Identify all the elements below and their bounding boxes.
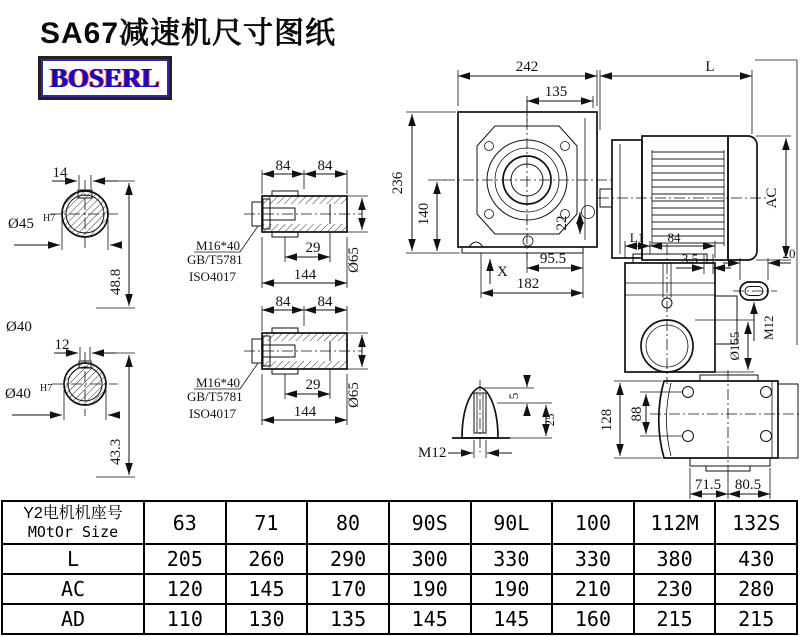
dim-key-len: 29 xyxy=(305,240,321,256)
dim-total-len: 144 xyxy=(293,267,317,283)
dim-l1: L1 xyxy=(629,230,645,245)
table-cell: 380 xyxy=(634,544,716,574)
bottom-view xyxy=(599,370,800,499)
table-cell: 210 xyxy=(552,574,634,604)
header-motor-size xyxy=(2,501,144,544)
column-header: 100 xyxy=(552,501,634,544)
table-row xyxy=(2,574,797,604)
label-bore-bottom: Ø40 xyxy=(5,386,31,402)
table-cell: 190 xyxy=(471,574,553,604)
table-cell: 330 xyxy=(471,544,553,574)
table-cell: 145 xyxy=(471,604,553,634)
dim-len-a: 84 xyxy=(275,158,291,174)
table-cell: 135 xyxy=(307,604,389,634)
dim-base-center: 95.5 xyxy=(539,251,567,267)
dim-key-width-top: 14 xyxy=(52,165,68,181)
table-cell: 215 xyxy=(634,604,716,634)
motor-size-table xyxy=(1,500,798,635)
table-cell: 300 xyxy=(389,544,471,574)
table-cell: 190 xyxy=(389,574,471,604)
dim-key-width-bottom: 12 xyxy=(54,337,70,353)
dim-motor-length: L xyxy=(705,59,715,75)
note-bolt-spec: M16*40 xyxy=(196,375,241,390)
dim-key-len: 29 xyxy=(305,377,321,393)
table-cell: 170 xyxy=(307,574,389,604)
label-bore-bottom-tol: H7 xyxy=(40,383,53,394)
row-label: AC xyxy=(2,574,144,604)
table-cell: 230 xyxy=(634,574,716,604)
shaft-end-detail xyxy=(418,376,557,461)
shaft-end-view-top xyxy=(8,165,135,308)
note-bolt-std1: GB/T5781 xyxy=(187,389,243,404)
column-header: 90S xyxy=(389,501,471,544)
dim-gearbox-width: 242 xyxy=(515,59,539,75)
header-line1: Y2电机机座号 xyxy=(23,505,123,522)
label-thread: M12 xyxy=(418,445,447,461)
gearbox-housing xyxy=(458,112,597,247)
brand-logo xyxy=(38,56,172,100)
label-shaft-dia: Ø40 xyxy=(6,319,32,335)
column-header: 63 xyxy=(144,501,226,544)
mating-section xyxy=(778,384,798,458)
column-header: 132S xyxy=(715,501,797,544)
table-row xyxy=(2,604,797,634)
label-thread: M12 xyxy=(761,315,776,340)
table-cell: 205 xyxy=(144,544,226,574)
note-bolt-spec: M16*40 xyxy=(196,238,241,253)
note-bolt-std1: GB/T5781 xyxy=(187,252,243,267)
dim-slot-len: 20 xyxy=(782,246,796,261)
dim-center-to-face: 135 xyxy=(544,84,568,100)
dim-length: 25 xyxy=(542,413,557,427)
dim-motor-dia: AC xyxy=(764,187,780,209)
hollow-shaft-section-top xyxy=(187,158,368,288)
dim-foot-left: 71.5 xyxy=(694,477,722,493)
table-header-row xyxy=(2,501,797,544)
header-line2: MOtOr Size xyxy=(27,523,119,541)
column-header: 90L xyxy=(471,501,553,544)
column-header: 71 xyxy=(226,501,308,544)
dim-boss-dia: Ø155 xyxy=(727,331,742,361)
marker-x: X xyxy=(497,264,508,280)
table-cell: 110 xyxy=(144,604,226,634)
row-label: AD xyxy=(2,604,144,634)
row-label: L xyxy=(2,544,144,574)
shaft-end-view-bottom xyxy=(5,337,135,477)
table-cell: 430 xyxy=(715,544,797,574)
note-bolt-std2: ISO4017 xyxy=(189,269,236,284)
brand-logo-text: BOSERL xyxy=(41,59,169,97)
dim-depth: 5 xyxy=(506,392,521,400)
gearbox-side-body xyxy=(625,263,715,372)
table-cell: 145 xyxy=(389,604,471,634)
dim-len-a: 84 xyxy=(275,294,291,310)
dim-flange: 22 xyxy=(554,215,570,231)
side-view xyxy=(625,230,754,384)
table-row xyxy=(2,544,797,574)
dim-height-top: 48.8 xyxy=(108,268,124,295)
table-cell: 120 xyxy=(144,574,226,604)
mounting-foot xyxy=(690,458,770,466)
front-view xyxy=(390,59,797,345)
label-bore-top-tol: H7 xyxy=(43,213,56,224)
table-cell: 215 xyxy=(715,604,797,634)
table-cell: 160 xyxy=(552,604,634,634)
dim-hub-dia: Ø65 xyxy=(346,382,362,408)
dim-hub-dia: Ø65 xyxy=(346,247,362,273)
dim-height-bottom: 43.3 xyxy=(108,438,124,465)
dim-axis-height: 140 xyxy=(416,202,432,226)
table-cell: 145 xyxy=(226,574,308,604)
dim-bottom-height: 128 xyxy=(599,408,615,432)
table-cell: 260 xyxy=(226,544,308,574)
dim-total-len: 144 xyxy=(293,404,317,420)
dim-side-len: 84 xyxy=(667,230,681,245)
dim-foot-right: 80.5 xyxy=(734,477,762,493)
label-bore-top: Ø45 xyxy=(8,216,34,232)
dim-len-b: 84 xyxy=(317,294,333,310)
table-cell: 280 xyxy=(715,574,797,604)
dim-wall: 3.5 xyxy=(681,251,699,266)
dim-bolt-span: 88 xyxy=(629,406,645,422)
column-header: 112M xyxy=(634,501,716,544)
table-cell: 330 xyxy=(552,544,634,574)
hollow-shaft-section-bottom xyxy=(187,294,368,425)
page-title: SA67减速机尺寸图纸 xyxy=(40,17,337,50)
note-bolt-std2: ISO4017 xyxy=(189,406,236,421)
dim-height: 236 xyxy=(390,171,406,195)
dim-len-b: 84 xyxy=(317,158,333,174)
table-cell: 130 xyxy=(226,604,308,634)
column-header: 80 xyxy=(307,501,389,544)
table-cell: 290 xyxy=(307,544,389,574)
dim-base-width: 182 xyxy=(516,276,540,292)
